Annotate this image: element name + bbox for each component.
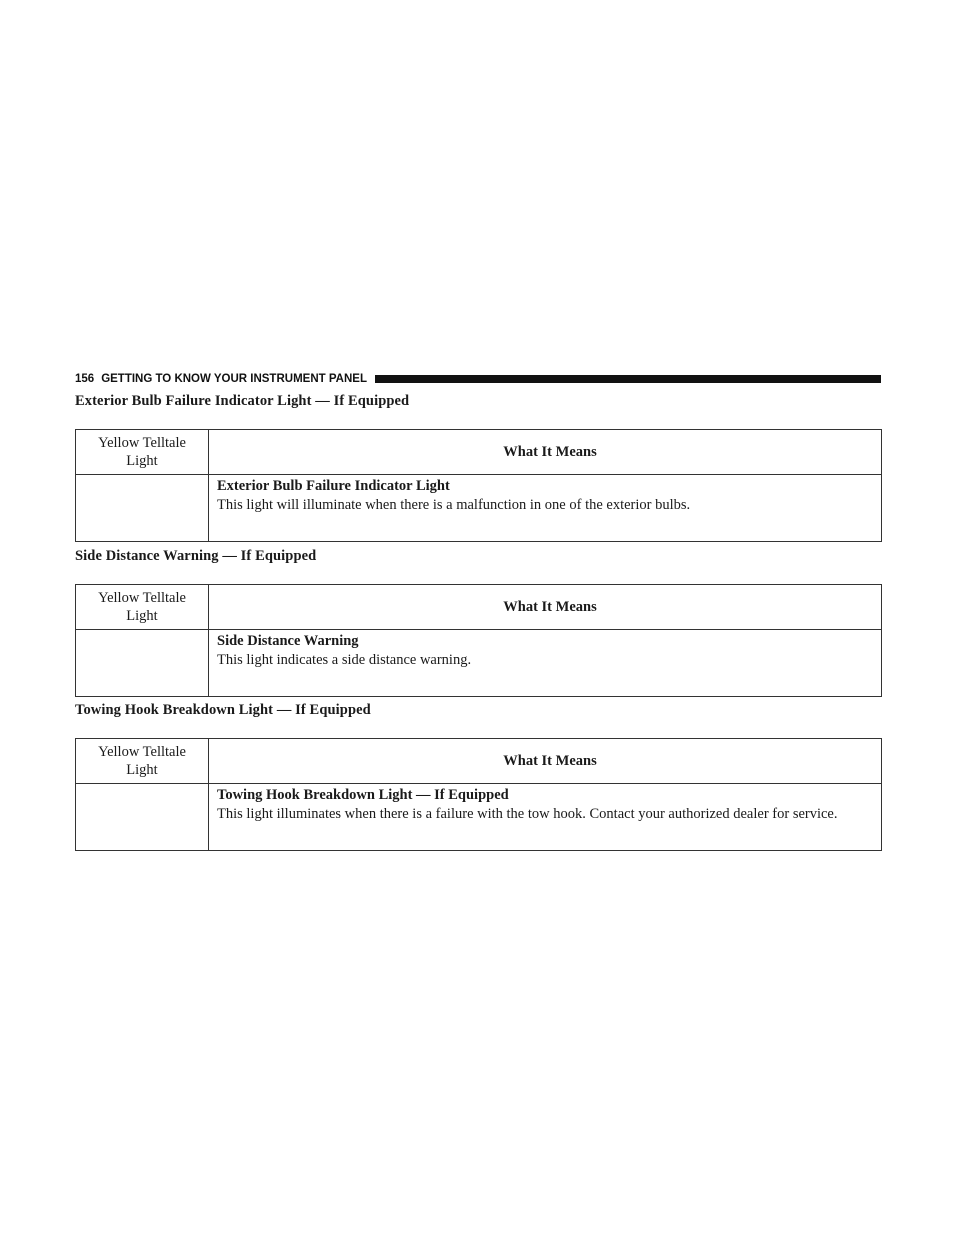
column-header-means: What It Means xyxy=(209,430,882,475)
column-header-means: What It Means xyxy=(209,585,882,630)
telltale-description xyxy=(209,630,882,697)
telltale-description xyxy=(209,784,882,851)
description-title: Exterior Bulb Failure Indicator Light xyxy=(217,478,450,494)
description-text: This light illuminates when there is a failure with the tow hook. Contact your authorized dealer for service. xyxy=(217,806,838,822)
telltale-table-side-distance xyxy=(75,584,882,697)
telltale-icon-cell xyxy=(76,630,209,697)
column-header-light: Yellow Telltale Light xyxy=(76,585,209,630)
description-title: Towing Hook Breakdown Light — If Equipped xyxy=(217,787,509,803)
header-rule xyxy=(375,375,881,383)
section-heading-towing-hook: Towing Hook Breakdown Light — If Equipped xyxy=(75,702,371,718)
column-header-light: Yellow Telltale Light xyxy=(76,430,209,475)
description-title: Side Distance Warning xyxy=(217,633,359,649)
description-text: This light indicates a side distance warning. xyxy=(217,652,472,668)
telltale-table-towing-hook xyxy=(75,738,882,851)
telltale-table-exterior-bulb xyxy=(75,429,882,542)
page-number: 156 xyxy=(75,373,95,385)
section-heading-exterior-bulb: Exterior Bulb Failure Indicator Light — If Equipped xyxy=(75,393,410,409)
section-title: GETTING TO KNOW YOUR INSTRUMENT PANEL xyxy=(101,373,367,385)
telltale-description xyxy=(209,475,882,542)
column-header-light: Yellow Telltale Light xyxy=(76,739,209,784)
column-header-means: What It Means xyxy=(209,739,882,784)
description-text: This light will illuminate when there is a malfunction in one of the exterior bulbs. xyxy=(217,497,691,513)
telltale-icon-cell xyxy=(76,475,209,542)
page-header xyxy=(75,370,881,388)
telltale-icon-cell xyxy=(76,784,209,851)
section-heading-side-distance: Side Distance Warning — If Equipped xyxy=(75,548,317,564)
